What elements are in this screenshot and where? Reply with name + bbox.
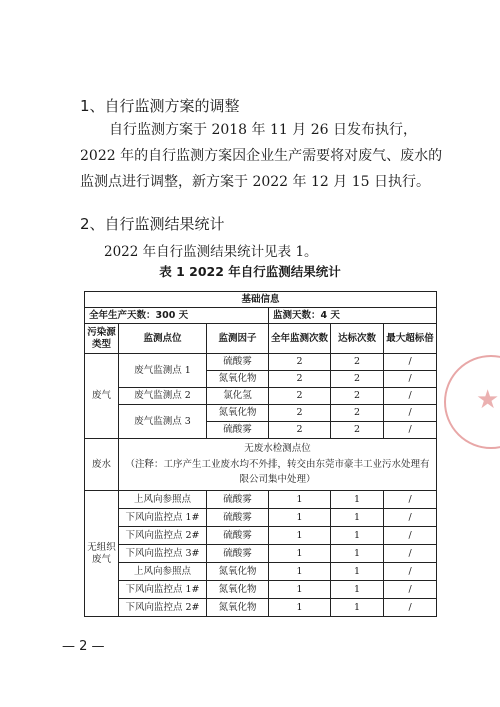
header-source-type: 污染源类型 — [85, 324, 119, 354]
section-2-heading: 2、自行监测结果统计 — [80, 215, 225, 233]
table-cell-point: 下风向监控点 1# — [119, 581, 207, 599]
waste-water-line1: 无废水检测点位 — [244, 442, 311, 454]
table-cell-max: / — [384, 563, 437, 581]
header-compliance-count: 达标次数 — [331, 324, 384, 354]
table-cell-count: 2 — [269, 405, 331, 422]
table-cell-pass: 1 — [331, 491, 384, 509]
waste-water-line2: （注释：工序产生工业废水均不外排，转交由东莞市豪丰工业污水处理有限公司集中处理） — [125, 458, 430, 485]
table-cell-factor: 硫酸雾 — [207, 491, 269, 509]
category-fugitive-gas: 无组织废气 — [85, 491, 119, 617]
monitoring-results-table — [84, 291, 437, 617]
table-cell-point: 下风向监控点 2# — [119, 599, 207, 617]
header-monitoring-factor: 监测因子 — [207, 324, 269, 354]
table-cell-factor: 硫酸雾 — [207, 422, 269, 439]
table-cell-factor: 氮氧化物 — [207, 563, 269, 581]
table-cell-pass: 2 — [331, 371, 384, 388]
table-cell-point: 上风向参照点 — [119, 563, 207, 581]
table-cell-factor: 硫酸雾 — [207, 545, 269, 563]
table-cell-max: / — [384, 545, 437, 563]
header-max-exceed: 最大超标倍 — [384, 324, 437, 354]
section-2-intro: 2022 年自行监测结果统计见表 1。 — [104, 244, 318, 260]
table-title: 表 1 2022 年自行监测结果统计 — [159, 264, 341, 279]
table-cell-max: / — [384, 354, 437, 371]
table-cell-factor: 氮氧化物 — [207, 599, 269, 617]
table-cell-count: 2 — [269, 371, 331, 388]
red-seal-stamp — [444, 355, 500, 449]
table-cell-factor: 硫酸雾 — [207, 354, 269, 371]
table-cell-count: 1 — [269, 581, 331, 599]
table-cell-pass: 1 — [331, 563, 384, 581]
table-cell-point: 废气监测点 2 — [119, 388, 207, 405]
table-cell-count: 1 — [269, 545, 331, 563]
table-cell-factor: 氮氧化物 — [207, 581, 269, 599]
table-cell-max: / — [384, 405, 437, 422]
table-cell-pass: 1 — [331, 527, 384, 545]
table-cell-count: 1 — [269, 599, 331, 617]
table-cell-count: 1 — [269, 563, 331, 581]
table-cell-point: 下风向监控点 2# — [119, 527, 207, 545]
monitoring-days: 监测天数：4 天 — [269, 308, 437, 324]
table-cell-max: / — [384, 581, 437, 599]
page-number: — 2 — — [62, 639, 105, 654]
table-cell-factor: 氮氧化物 — [207, 405, 269, 422]
basic-info-header: 基础信息 — [85, 292, 437, 308]
waste-water-note — [119, 439, 437, 491]
table-cell-pass: 2 — [331, 354, 384, 371]
table-cell-count: 1 — [269, 509, 331, 527]
table-cell-pass: 1 — [331, 509, 384, 527]
table-cell-max: / — [384, 509, 437, 527]
table-cell-pass: 1 — [331, 545, 384, 563]
table-cell-max: / — [384, 371, 437, 388]
table-cell-factor: 氮氧化物 — [207, 371, 269, 388]
table-cell-pass: 2 — [331, 405, 384, 422]
table-cell-point: 上风向参照点 — [119, 491, 207, 509]
table-cell-pass: 2 — [331, 388, 384, 405]
header-monitoring-point: 监测点位 — [119, 324, 207, 354]
table-cell-count: 2 — [269, 354, 331, 371]
category-waste-gas: 废气 — [85, 354, 119, 439]
table-cell-pass: 1 — [331, 581, 384, 599]
table-cell-factor: 氯化氢 — [207, 388, 269, 405]
table-cell-max: / — [384, 527, 437, 545]
table-cell-point: 废气监测点 1 — [119, 354, 207, 388]
table-cell-count: 1 — [269, 527, 331, 545]
table-cell-max: / — [384, 388, 437, 405]
section-1-heading: 1、自行监测方案的调整 — [80, 97, 240, 115]
table-cell-factor: 硫酸雾 — [207, 509, 269, 527]
table-cell-pass: 1 — [331, 599, 384, 617]
table-cell-point: 废气监测点 3 — [119, 405, 207, 439]
table-cell-count: 1 — [269, 491, 331, 509]
header-annual-count: 全年监测次数 — [269, 324, 331, 354]
table-cell-pass: 2 — [331, 422, 384, 439]
table-cell-factor: 硫酸雾 — [207, 527, 269, 545]
table-cell-count: 2 — [269, 422, 331, 439]
section-1-paragraph: 自行监测方案于 2018 年 11 月 26 日发布执行，2022 年的自行监测方案因企业生产需要将对废气、废水的监测点进行调整，新方案于 2022 年 12 月 15 日执行。 — [80, 122, 443, 190]
table-cell-max: / — [384, 599, 437, 617]
table-cell-point: 下风向监控点 1# — [119, 509, 207, 527]
table-cell-point: 下风向监控点 3# — [119, 545, 207, 563]
table-cell-max: / — [384, 422, 437, 439]
category-waste-water: 废水 — [85, 439, 119, 491]
production-days: 全年生产天数：300 天 — [85, 308, 269, 324]
table-cell-count: 2 — [269, 388, 331, 405]
table-cell-max: / — [384, 491, 437, 509]
